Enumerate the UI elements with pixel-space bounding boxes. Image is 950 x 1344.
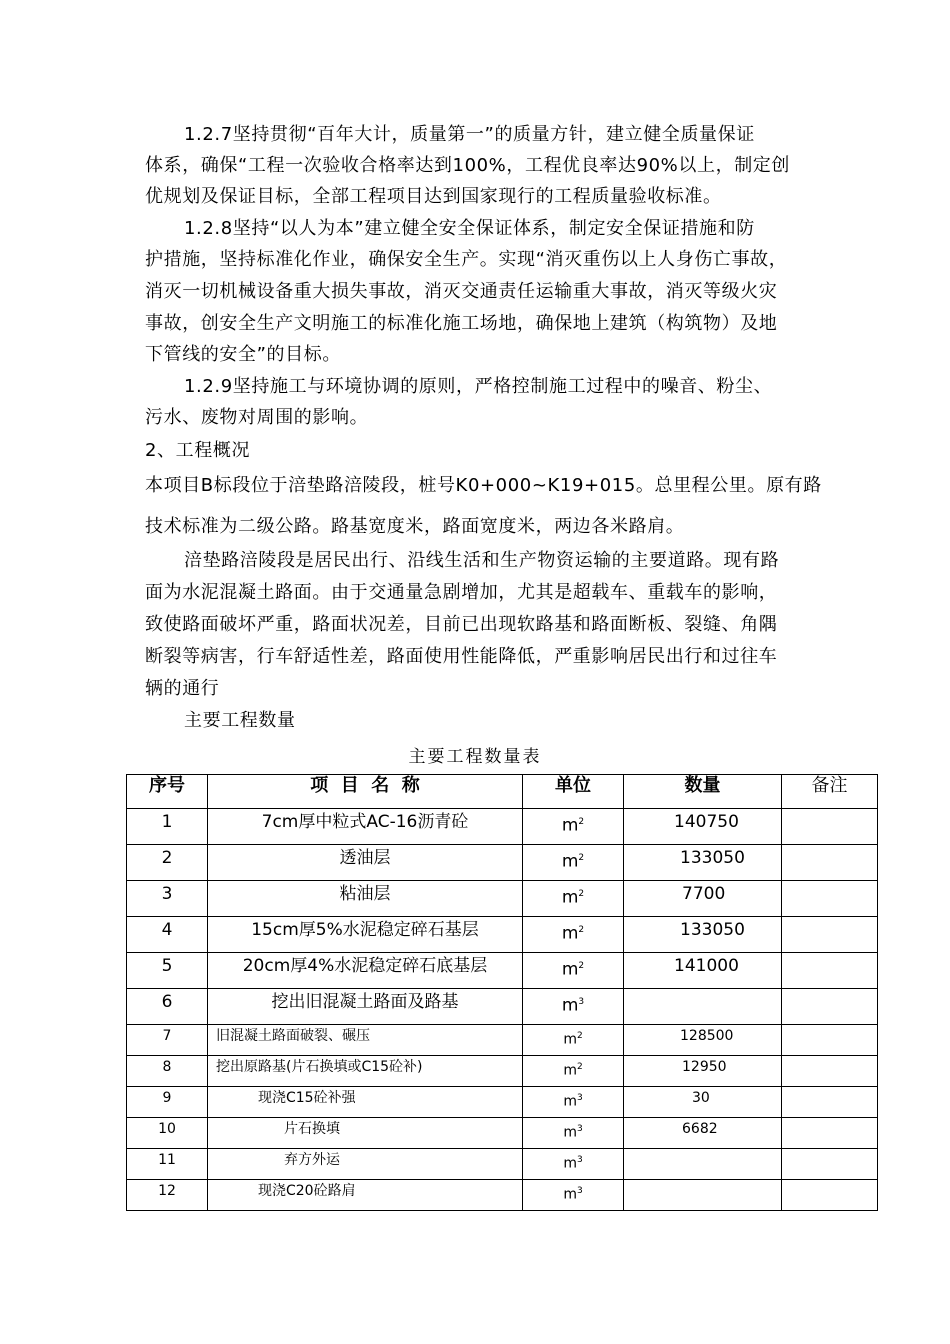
- table-row: [127, 809, 878, 845]
- cell-no: 10: [127, 1118, 208, 1149]
- cell-no: 6: [127, 989, 208, 1025]
- cell-note: [782, 989, 878, 1025]
- subsection-heading: 主要工程数量: [184, 710, 296, 731]
- cell-name: 20cm厚4%水泥稳定碎石底基层: [208, 953, 523, 989]
- cell-name: 15cm厚5%水泥稳定碎石基层: [208, 917, 523, 953]
- paragraph-line: 本项目B标段位于涪垫路涪陵段，桩号K0+000~K19+015。总里程公里。原有路: [145, 475, 822, 496]
- cell-name: 现浇C15砼补强: [208, 1087, 523, 1118]
- unit-exponent: 3: [578, 997, 585, 1007]
- cell-name: 旧混凝土路面破裂、碾压: [208, 1025, 523, 1056]
- paragraph-line: 致使路面破坏严重，路面状况差，目前已出现软路基和路面断板、裂缝、角隅: [145, 614, 778, 635]
- quantity-table: [126, 774, 878, 1211]
- cell-qty: 140750: [624, 809, 782, 845]
- unit-text: m: [563, 1155, 577, 1172]
- unit-text: m: [561, 995, 579, 1016]
- paragraph-line: 断裂等病害，行车舒适性差，路面使用性能降低，严重影响居民出行和过往车: [145, 646, 778, 667]
- cell-note: [782, 1056, 878, 1087]
- table-header-row: [127, 775, 878, 809]
- cell-note: [782, 917, 878, 953]
- cell-qty: [624, 1149, 782, 1180]
- paragraph-line: 1.2.9坚持施工与环境协调的原则，严格控制施工过程中的噪音、粉尘、: [184, 376, 773, 397]
- table-row: [127, 989, 878, 1025]
- cell-unit: [523, 845, 624, 881]
- cell-no: 12: [127, 1180, 208, 1211]
- paragraph-line: 消灭一切机械设备重大损失事故，消灭交通责任运输重大事故，消灭等级火灾: [145, 281, 778, 302]
- cell-name: 现浇C20砼路肩: [208, 1180, 523, 1211]
- header-name: 项 目 名 称: [208, 775, 523, 809]
- header-qty: 数量: [624, 775, 782, 809]
- cell-note: [782, 1025, 878, 1056]
- unit-exponent: 2: [576, 1031, 583, 1041]
- unit-exponent: 2: [578, 961, 585, 971]
- section-heading: 2、工程概况: [145, 440, 251, 461]
- cell-note: [782, 809, 878, 845]
- unit-text: m: [561, 815, 579, 836]
- cell-unit: [523, 989, 624, 1025]
- paragraph-line: 面为水泥混凝土路面。由于交通量急剧增加，尤其是超载车、重载车的影响，: [145, 582, 778, 603]
- cell-name: 粘油层: [208, 881, 523, 917]
- cell-unit: [523, 953, 624, 989]
- table-row: [127, 845, 878, 881]
- unit-text: m: [563, 1186, 577, 1203]
- paragraph-line: 体系，确保“工程一次验收合格率达到100%，工程优良率达90%以上，制定创: [145, 155, 790, 176]
- cell-qty: 12950: [624, 1056, 782, 1087]
- cell-name: 7cm厚中粒式AC-16沥青砼: [208, 809, 523, 845]
- paragraph-line: 技术标准为二级公路。路基宽度米，路面宽度米，两边各米路肩。: [145, 516, 685, 537]
- unit-exponent: 2: [578, 925, 585, 935]
- unit-text: m: [563, 1124, 577, 1141]
- table-row: [127, 881, 878, 917]
- cell-unit: [523, 1025, 624, 1056]
- paragraph-line: 涪垫路涪陵段是居民出行、沿线生活和生产物资运输的主要道路。现有路: [184, 550, 780, 571]
- unit-text: m: [563, 1093, 577, 1110]
- cell-name: 挖出旧混凝土路面及路基: [208, 989, 523, 1025]
- paragraph-line: 护措施，坚持标准化作业，确保安全生产。实现“消灭重伤以上人身伤亡事故，: [145, 249, 788, 270]
- table-row: [127, 1118, 878, 1149]
- cell-unit: [523, 1149, 624, 1180]
- unit-exponent: 3: [576, 1186, 583, 1196]
- cell-note: [782, 881, 878, 917]
- cell-note: [782, 1087, 878, 1118]
- cell-name: 挖出原路基(片石换填或C15砼补): [208, 1056, 523, 1087]
- table-row: [127, 917, 878, 953]
- paragraph-line: 污水、废物对周围的影响。: [145, 407, 369, 428]
- cell-note: [782, 1149, 878, 1180]
- header-unit: 单位: [523, 775, 624, 809]
- unit-text: m: [563, 1031, 577, 1048]
- paragraph-line: 辆的通行: [145, 678, 220, 699]
- table-caption: 主要工程数量表: [408, 747, 542, 767]
- cell-qty: [624, 989, 782, 1025]
- cell-note: [782, 1180, 878, 1211]
- table-row: [127, 953, 878, 989]
- paragraph-line: 事故，创安全生产文明施工的标准化施工场地，确保地上建筑（构筑物）及地: [145, 313, 778, 334]
- paragraph-line: 下管线的安全”的目标。: [145, 344, 341, 365]
- cell-unit: [523, 809, 624, 845]
- cell-no: 1: [127, 809, 208, 845]
- unit-exponent: 2: [578, 889, 585, 899]
- header-no: 序号: [127, 775, 208, 809]
- cell-note: [782, 1118, 878, 1149]
- cell-no: 5: [127, 953, 208, 989]
- header-note: 备注: [782, 775, 878, 809]
- unit-text: m: [563, 1062, 577, 1079]
- paragraph-line: 优规划及保证目标，全部工程项目达到国家现行的工程质量验收标准。: [145, 186, 722, 207]
- table-row: [127, 1056, 878, 1087]
- cell-qty: 133050: [624, 917, 782, 953]
- cell-name: 片石换填: [208, 1118, 523, 1149]
- table-row: [127, 1180, 878, 1211]
- paragraph-line: 1.2.7坚持贯彻“百年大计，质量第一”的质量方针，建立健全质量保证: [184, 124, 755, 145]
- cell-unit: [523, 1118, 624, 1149]
- unit-text: m: [561, 923, 579, 944]
- cell-qty: 133050: [624, 845, 782, 881]
- cell-name: 透油层: [208, 845, 523, 881]
- unit-exponent: 3: [576, 1093, 583, 1103]
- cell-no: 11: [127, 1149, 208, 1180]
- unit-exponent: 2: [578, 853, 585, 863]
- cell-no: 4: [127, 917, 208, 953]
- table-row: [127, 1025, 878, 1056]
- cell-unit: [523, 881, 624, 917]
- cell-note: [782, 845, 878, 881]
- paragraph-line: 1.2.8坚持“以人为本”建立健全安全保证体系，制定安全保证措施和防: [184, 218, 755, 239]
- unit-text: m: [561, 851, 579, 872]
- unit-exponent: 3: [576, 1155, 583, 1165]
- unit-exponent: 2: [578, 817, 585, 827]
- cell-name: 弃方外运: [208, 1149, 523, 1180]
- cell-no: 2: [127, 845, 208, 881]
- table-row: [127, 1087, 878, 1118]
- unit-text: m: [561, 959, 579, 980]
- unit-exponent: 2: [576, 1062, 583, 1072]
- table-row: [127, 1149, 878, 1180]
- cell-qty: [624, 1180, 782, 1211]
- cell-unit: [523, 1056, 624, 1087]
- cell-qty: 141000: [624, 953, 782, 989]
- cell-no: 3: [127, 881, 208, 917]
- cell-unit: [523, 1087, 624, 1118]
- cell-unit: [523, 1180, 624, 1211]
- cell-no: 7: [127, 1025, 208, 1056]
- unit-text: m: [561, 887, 579, 908]
- cell-qty: 128500: [624, 1025, 782, 1056]
- cell-unit: [523, 917, 624, 953]
- cell-qty: 6682: [624, 1118, 782, 1149]
- unit-exponent: 3: [576, 1124, 583, 1134]
- cell-qty: 7700: [624, 881, 782, 917]
- cell-note: [782, 953, 878, 989]
- cell-qty: 30: [624, 1087, 782, 1118]
- cell-no: 9: [127, 1087, 208, 1118]
- cell-no: 8: [127, 1056, 208, 1087]
